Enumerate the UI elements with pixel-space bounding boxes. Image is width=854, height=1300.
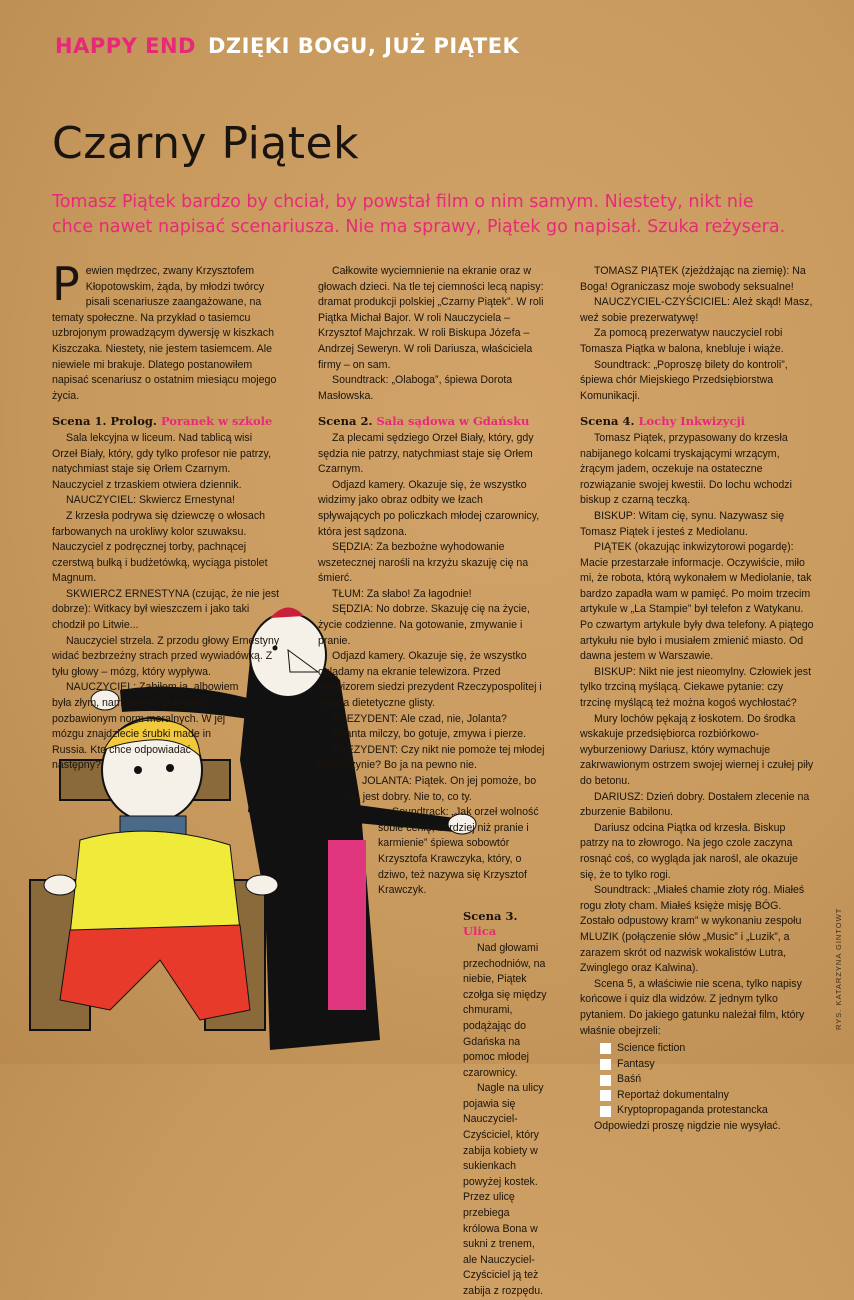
paragraph: NAUCZYCIEL-CZYŚCICIEL: Ależ skąd! Masz, weź sobie prezerwatywę! [580,296,813,324]
section-header [55,34,519,58]
paragraph: JOLANTA: Piątek. On jej pomoże, bo on jest dobry. Nie to, co ty. [348,775,537,803]
intro-paragraph: ewien mędrzec, zwany Krzysztofem Kłopotowskim, żąda, by młodzi twórcy pisali scenariusze zaangażowane, na tematy społeczne. Na przykład o tasiemcu uzbrojonym prowadzącym dywersję w kiszkach Kiszczaka. Niestety, nie jestem tasiemcem. Ale niewiele mi brakuje. Dlatego postanowiłem napisać scenariusz o ostatnim miesiącu mojego życia. [52,265,277,402]
paragraph: Nad głowami przechodniów, na niebie, Piątek czołga się między chmurami, podążając do Gdańska na pomoc młodej czarownicy. [463,941,547,1079]
column-1 [52,257,280,774]
quiz-option: Science fiction [600,1041,816,1057]
section-label: HAPPY END [55,34,196,58]
quiz-option: Fantasy [600,1057,816,1073]
column-3 [580,264,816,1135]
article-lead: Tomasz Piątek bardzo by chciał, by powstał film o nim samym. Niestety, nikt nie chce nawet napisać scenariusza. Nie ma sprawy, Piątek go napisał. Szuka reżysera. [52,192,786,237]
paragraph: PREZYDENT: Czy nikt nie pomoże tej młodej dziewczynie? Bo ja na pewno nie. [318,743,545,772]
checkbox-icon [600,1059,611,1070]
paragraph: Dariusz odcina Piątka od krzesła. Biskup patrzy na to złowrogo. Na jego czole zaczyna rosnąć coś, co wygląda jak narośl, ale okazuje się, że to tylko rogi. [580,821,798,881]
paragraph: BISKUP: Nikt nie jest nieomylny. Człowiek jest tylko trzciną myślącą. Ciekawe pytanie: czy trzcinę myślącą też można kogoś wychłostać? [580,665,812,710]
scene-1-heading: Scena 1. Prolog. Poranek w szkole [52,414,273,429]
scene-3-heading: Scena 3. Ulica [463,908,518,939]
checkbox-icon [600,1043,611,1054]
paragraph: Odjazd kamery. Okazuje się, że wszystko oglądamy na ekranie telewizora. Przed telewizorem siedzi prezydent Rzeczypospolitej i zajada dietetyczne glisty. [318,650,542,710]
paragraph: Soundtrack: „Olaboga”, śpiewa Dorota Masłowska. [318,374,513,402]
column-2 [318,264,548,1300]
paragraph: Odjazd kamery. Okazuje się, że wszystko widzimy jako obraz odbity we łzach spływających po policzkach młodej czarownicy, która jest sądzona. [318,478,540,538]
paragraph: BISKUP: Witam cię, synu. Nazywasz się Tomasz Piątek i jesteś z Mediolanu. [580,509,785,538]
quiz-option: Kryptopropaganda protestancka [600,1103,816,1119]
paragraph: TŁUM: Za słabo! Za łagodnie! [332,587,472,600]
quiz-options [600,1041,816,1119]
scene-2-heading: Scena 2. Sala sądowa w Gdańsku [318,414,530,429]
paragraph: Z krzesła podrywa się dziewczę o włosach farbowanych na urokliwy kolor szuwaksu. Nauczyciel z podręcznej torby, pachnącej czerstwą bułką i budżetówką, wyciąga pistolet Magnum. [52,509,268,585]
paragraph: PREZYDENT: Ale czad, nie, Jolanta? [332,712,507,725]
paragraph: Całkowite wyciemnienie na ekranie oraz w głowach dzieci. Na tle tej ciemności lecą napisy: dramat produkcji polskiej „Czarny Piątek”. W roli Piątka Michał Bajor. W roli Nauczyciela – Krzysztof Majchrzak. W roli Biskupa Józefa – Andrzej Seweryn. W roli Dariusza, właściciela firmy – on sam. [318,265,544,371]
paragraph: SĘDZIA: Za bezbożne wyhodowanie wszetecznej narośli na krzyżu skazuję cię na śmierć. [318,541,529,585]
paragraph: Za plecami sędziego Orzeł Biały, który, gdy sędzia nie patrzy, natychmiast staje się Orłem Czarnym. [318,431,534,476]
paragraph: SKWIERCZ ERNESTYNA (czując, że nie jest dobrze): Witkacy był wieszczem i jako taki chodził po Litwie... [52,587,280,632]
quiz-option: Reportaż dokumentalny [600,1088,816,1104]
paragraph: Nauczyciel strzela. Z przodu głowy Ernestyny widać bezbrzeżny strach przed wywiadówką. Z tyłu głowy – mózg, który wypływa. [52,634,280,678]
paragraph: DARIUSZ: Dzień dobry. Dostałem zlecenie na zburzenie Babilonu. [580,790,810,819]
paragraph: PIĄTEK (okazując inkwizytorowi pogardę): Macie przestarzałe informacje. Oczywiście, miło mi, że robota, którą wykonałem w Mediolanie, tak bardzo zapadła wam w pamięć. Po moim trzecim artykule w „La Stampie” był telefon z Watykanu. Po czwartym artykule były dwa telefony. A piątego artykułu nie było i musiałem zmienić miasto. Od dawna jestem w Warszawie. [580,541,814,663]
closing-line: Odpowiedzi proszę nigdzie nie wysyłać. [594,1120,781,1133]
drop-cap: P [52,257,80,311]
illustration-credit: RYS. KATARZYNA GINTOWT [834,907,843,1030]
checkbox-icon [600,1106,611,1117]
paragraph: Tomasz Piątek, przypasowany do krzesła nabijanego kolcami tryskającymi wrzącym, żrącym jadem, oczekuje na ostateczne rozwiązanie swojej kwestii. Do lochu wchodzi biskup z czarną teczką. [580,431,792,507]
paragraph: SĘDZIA: No dobrze. Skazuję cię na życie, życie codzienne. Na gotowanie, zmywanie i pranie. [318,603,530,647]
scene-4-heading: Scena 4. Lochy Inkwizycji [580,414,745,429]
paragraph: Soundtrack: „Poproszę bilety do kontroli”, śpiewa chór Miejskiego Przedsiębiorstwa Komunikacji. [580,358,788,402]
paragraph: Za pomocą prezerwatyw nauczyciel robi Tomasza Piątka w balona, knebluje i wiąże. [580,327,784,355]
paragraph: TOMASZ PIĄTEK (zjeżdżając na ziemię): Na Boga! Ograniczasz moje swobody seksualne! [580,265,806,293]
paragraph: Mury lochów pękają z łoskotem. Do środka wskakuje przedsiębiorca rozbiórkowo-wyburzeniowy Dariusz, który wymachuje zakrwawionym ostrzem swojej wiernej i czułej piły do betonu. [580,712,814,787]
paragraph: Soundtrack: „Jak orzeł wolność sobie cenię, bardziej niż pranie i karmienie” śpiewa sobowtór Krzysztofa Krawczyka, który, o dziwo, też nazywa się Krzysztof Krawczyk. [378,806,539,897]
paragraph: Jolanta milczy, bo gotuje, zmywa i pierze. [332,728,527,741]
checkbox-icon [600,1075,611,1086]
section-subtitle: DZIĘKI BOGU, JUŻ PIĄTEK [207,34,520,58]
paragraph: Sala lekcyjna w liceum. Nad tablicą wisi Orzeł Biały, który, gdy tylko profesor nie patrzy, natychmiast staje się Orłem Czarnym. Nauczyciel z trzaskiem otwiera dziennik. [52,431,272,491]
paragraph: NAUCZYCIEL: Zabiłem ją, albowiem była złym, namiętnym cyborgiem, pozbawionym norm moralnych. W jej mózgu znajdziecie śrubki made in Russia. Kto chce odpowiadać następny? [52,681,239,772]
article-title: Czarny Piątek [52,118,360,169]
paragraph: Soundtrack: „Miałeś chamie złoty róg. Miałeś rogu złoty cham. Miałeś księże misję BÓG. Zostało odpustowy kram” w wykonaniu zespołu MLUZIK (połączenie słów „Music” i „Luzik”, a zarazem skrót od nazwisk wokalistów Lutra, Zwinglego oraz Kalwina). [580,884,805,975]
checkbox-icon [600,1090,611,1101]
paragraph: Scena 5, a właściwie nie scena, tylko napisy końcowe i quiz dla widzów. Z jednym tylko pytaniem. Do jakiego gatunku należał film, który właśnie obejrzeli: [580,977,805,1037]
paragraph: NAUCZYCIEL: Skwiercz Ernestyna! [66,494,235,507]
paragraph: Nagle na ulicy pojawia się Nauczyciel-Czyściciel, który zabija kobiety w sukienkach powyżej kostek. Przez ulicę przebiega królowa Bona w sukni z trenem, ale Nauczyciel-Czyściciel ją też zabija z rozpędu. [463,1082,544,1297]
quiz-option: Baśń [600,1072,816,1088]
